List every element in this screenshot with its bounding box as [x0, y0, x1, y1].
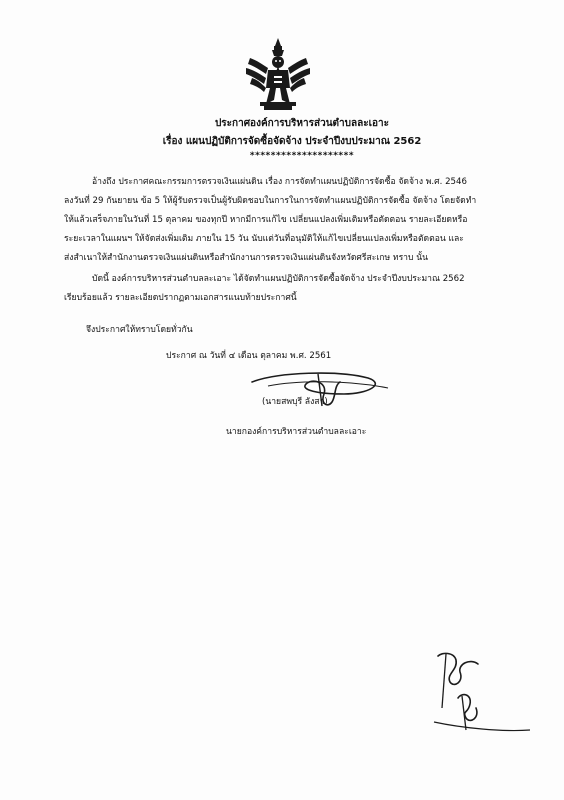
paragraph-2-line-1: บัดนี้ องค์การบริหารส่วนตำบลละเอาะ ได้จัดทำแผนปฏิบัติการจัดซื้อจัดจ้าง ประจำปีงบประมาณ 2562 [92, 274, 465, 284]
paragraph-1-line-4: ระยะเวลาในแผนฯ ให้จัดส่งเพิ่มเติม ภายใน 15 วัน นับแต่วันที่อนุมัติให้แก้ไขเปลี่ยนแปลงเพิ่มหรือตัดตอน และ [64, 234, 464, 244]
paragraph-2-line-2: เรียบร้อยแล้ว รายละเอียดปรากฏตามเอกสารแนบท้ายประกาศนี้ [64, 293, 297, 303]
paragraph-1-line-2: ลงวันที่ 29 กันยายน ข้อ 5 ให้ผู้รับตรวจเป็นผู้รับผิดชอบในการในการจัดทำแผนปฏิบัติการจัดซื้อ จัดจ้าง โดยจัดทำ [64, 196, 477, 206]
paragraph-1-line-3: ให้แล้วเสร็จภายในวันที่ 15 ตุลาคม ของทุกปี หากมีการแก้ไข เปลี่ยนแปลงเพิ่มเติมหรือตัดตอน รายละเอียดหรือ [64, 215, 468, 225]
announcement-subject: เรื่อง แผนปฏิบัติการจัดซื้อจัดจ้าง ประจำปีงบประมาณ 2562 [162, 136, 422, 147]
signer-position: นายกองค์การบริหารส่วนตำบลละเอาะ [226, 427, 367, 437]
garuda-emblem-icon [246, 38, 310, 110]
initials-signature-icon [432, 648, 532, 738]
closing-statement: จึงประกาศให้ทราบโดยทั่วกัน [86, 325, 193, 335]
announcement-organization-title: ประกาศองค์การบริหารส่วนตำบลละเอาะ [214, 118, 390, 129]
header-divider: ******************** [249, 151, 355, 161]
paragraph-1-line-1: อ้างถึง ประกาศคณะกรรมการตรวจเงินแผ่นดิน เรื่อง การจัดทำแผนปฏิบัติการจัดซื้อ จัดจ้าง พ.ศ. 2546 [92, 177, 467, 187]
announcement-date: ประกาศ ณ วันที่ ๔ เดือน ตุลาคม พ.ศ. 2561 [166, 351, 332, 361]
signer-name: (นายสพบุรี ลังสา) [262, 397, 328, 407]
paragraph-1-line-5: ส่งสำเนาให้สำนักงานตรวจเงินแผ่นดินหรือสำนักงานการตรวจเงินแผ่นดินจังหวัดศรีสะเกษ ทราบ นั้น [64, 253, 428, 263]
